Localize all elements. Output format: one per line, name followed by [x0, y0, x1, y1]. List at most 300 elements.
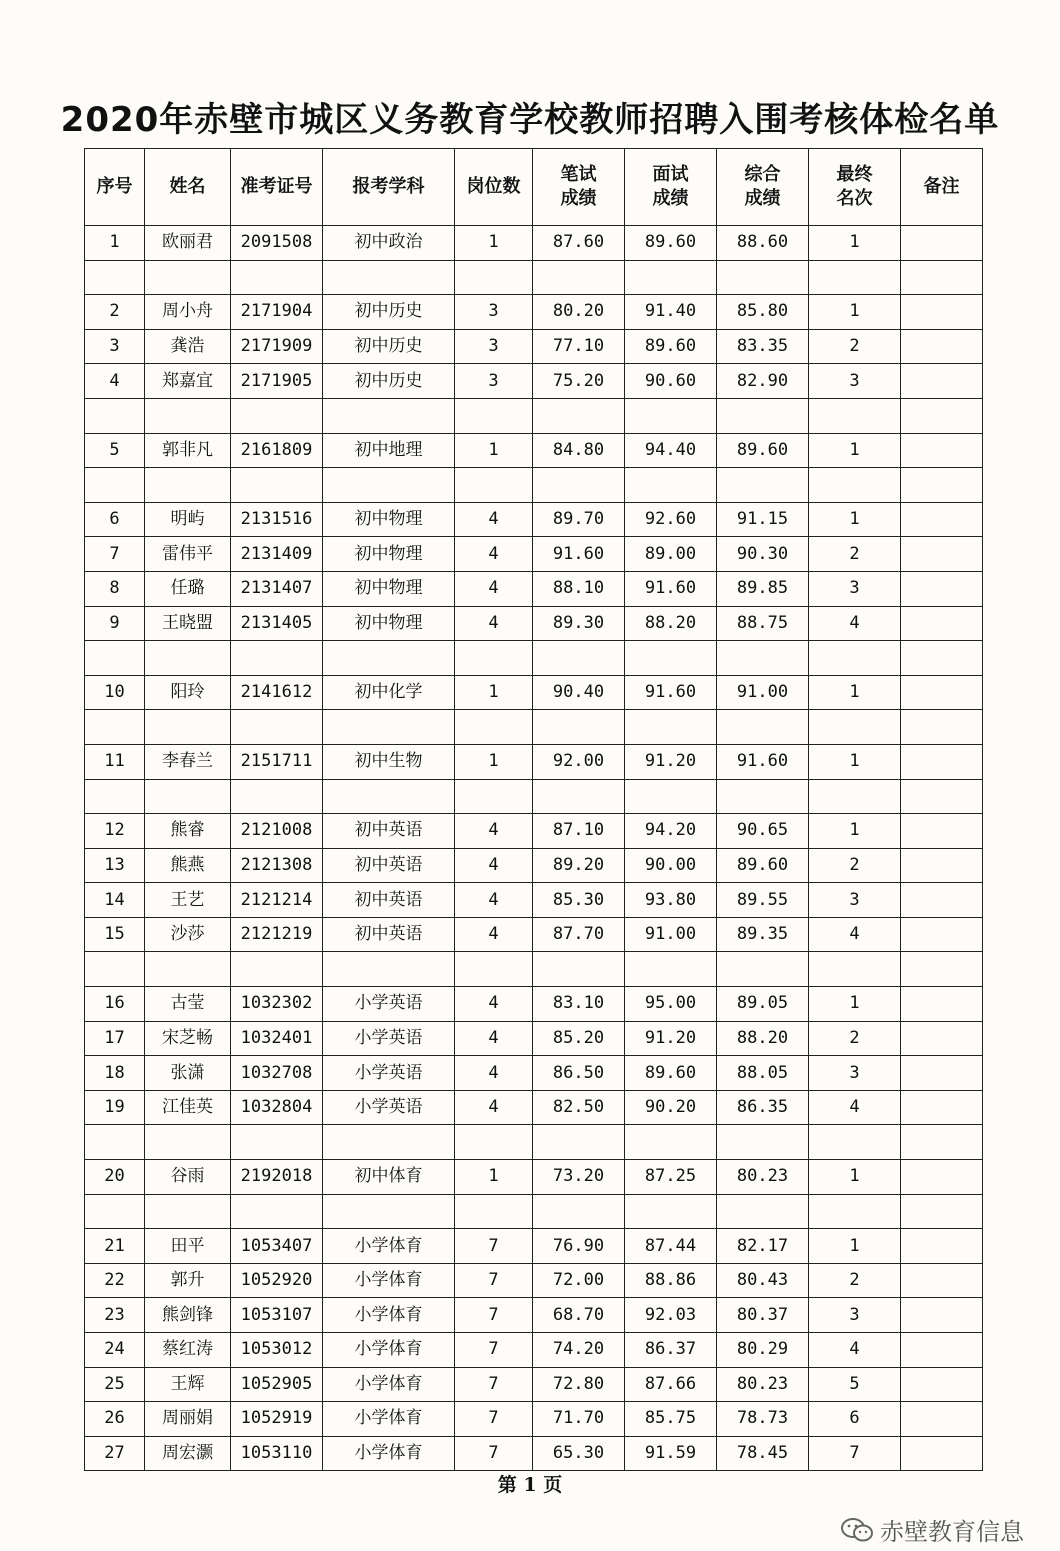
- table-row: [85, 1056, 983, 1091]
- cell-interview: 89.60: [625, 1056, 717, 1091]
- header-positions: 岗位数: [455, 149, 533, 226]
- empty-cell: [809, 468, 901, 503]
- cell-name: 李春兰: [145, 744, 231, 779]
- cell-positions: 7: [455, 1402, 533, 1437]
- empty-cell: [901, 260, 983, 295]
- cell-name: 江佳英: [145, 1090, 231, 1125]
- cell-positions: 7: [455, 1333, 533, 1368]
- cell-ticket: 2091508: [231, 226, 323, 261]
- empty-cell: [145, 641, 231, 676]
- cell-ticket: 1052920: [231, 1263, 323, 1298]
- table-row: [85, 1263, 983, 1298]
- cell-remark: [901, 1436, 983, 1471]
- cell-ticket: 2121214: [231, 883, 323, 918]
- cell-total: 88.20: [717, 1021, 809, 1056]
- table-row: [85, 571, 983, 606]
- empty-cell: [145, 1125, 231, 1160]
- cell-remark: [901, 1263, 983, 1298]
- empty-cell: [625, 260, 717, 295]
- cell-ticket: 2121008: [231, 814, 323, 849]
- cell-total: 88.05: [717, 1056, 809, 1091]
- empty-cell: [455, 1125, 533, 1160]
- empty-cell: [533, 1194, 625, 1229]
- cell-total: 82.17: [717, 1229, 809, 1264]
- cell-positions: 7: [455, 1436, 533, 1471]
- cell-rank: 3: [809, 1056, 901, 1091]
- cell-seq: 23: [85, 1298, 145, 1333]
- cell-ticket: 2141612: [231, 675, 323, 710]
- cell-interview: 91.59: [625, 1436, 717, 1471]
- cell-remark: [901, 571, 983, 606]
- cell-remark: [901, 848, 983, 883]
- empty-cell: [717, 1125, 809, 1160]
- cell-seq: 18: [85, 1056, 145, 1091]
- cell-positions: 7: [455, 1298, 533, 1333]
- empty-cell: [145, 710, 231, 745]
- cell-name: 古莹: [145, 987, 231, 1022]
- cell-subject: 初中英语: [323, 883, 455, 918]
- cell-remark: [901, 1056, 983, 1091]
- cell-ticket: 2131405: [231, 606, 323, 641]
- cell-subject: 初中物理: [323, 502, 455, 537]
- empty-cell: [231, 779, 323, 814]
- cell-seq: 1: [85, 226, 145, 261]
- empty-cell: [85, 710, 145, 745]
- spacer-row: [85, 710, 983, 745]
- empty-cell: [323, 1125, 455, 1160]
- empty-cell: [85, 398, 145, 433]
- empty-cell: [533, 641, 625, 676]
- cell-seq: 25: [85, 1367, 145, 1402]
- cell-seq: 13: [85, 848, 145, 883]
- cell-subject: 小学体育: [323, 1229, 455, 1264]
- cell-name: 周小舟: [145, 295, 231, 330]
- cell-name: 熊燕: [145, 848, 231, 883]
- cell-written: 88.10: [533, 571, 625, 606]
- cell-interview: 91.40: [625, 295, 717, 330]
- header-ticket: 准考证号: [231, 149, 323, 226]
- empty-cell: [455, 641, 533, 676]
- cell-positions: 4: [455, 883, 533, 918]
- cell-interview: 91.20: [625, 744, 717, 779]
- cell-ticket: 2171905: [231, 364, 323, 399]
- cell-ticket: 1032708: [231, 1056, 323, 1091]
- cell-remark: [901, 329, 983, 364]
- spacer-row: [85, 1125, 983, 1160]
- candidate-table: [84, 148, 983, 1471]
- cell-seq: 4: [85, 364, 145, 399]
- cell-interview: 89.60: [625, 226, 717, 261]
- cell-seq: 20: [85, 1160, 145, 1195]
- cell-positions: 4: [455, 917, 533, 952]
- cell-interview: 89.60: [625, 329, 717, 364]
- cell-remark: [901, 883, 983, 918]
- cell-remark: [901, 502, 983, 537]
- cell-ticket: 1032302: [231, 987, 323, 1022]
- empty-cell: [323, 710, 455, 745]
- cell-name: 蔡红涛: [145, 1333, 231, 1368]
- empty-cell: [145, 779, 231, 814]
- cell-positions: 1: [455, 675, 533, 710]
- cell-total: 89.55: [717, 883, 809, 918]
- cell-remark: [901, 675, 983, 710]
- cell-subject: 初中历史: [323, 329, 455, 364]
- cell-ticket: 1032401: [231, 1021, 323, 1056]
- cell-written: 74.20: [533, 1333, 625, 1368]
- cell-subject: 小学英语: [323, 987, 455, 1022]
- spacer-row: [85, 398, 983, 433]
- cell-subject: 小学体育: [323, 1367, 455, 1402]
- cell-remark: [901, 1160, 983, 1195]
- spacer-row: [85, 952, 983, 987]
- cell-subject: 初中历史: [323, 364, 455, 399]
- cell-subject: 初中地理: [323, 433, 455, 468]
- cell-rank: 2: [809, 537, 901, 572]
- empty-cell: [809, 952, 901, 987]
- cell-written: 89.20: [533, 848, 625, 883]
- empty-cell: [145, 398, 231, 433]
- header-subject: 报考学科: [323, 149, 455, 226]
- cell-rank: 5: [809, 1367, 901, 1402]
- cell-remark: [901, 1333, 983, 1368]
- empty-cell: [717, 398, 809, 433]
- cell-written: 89.70: [533, 502, 625, 537]
- cell-interview: 92.60: [625, 502, 717, 537]
- cell-ticket: 2161809: [231, 433, 323, 468]
- cell-remark: [901, 1090, 983, 1125]
- empty-cell: [323, 260, 455, 295]
- table-row: [85, 814, 983, 849]
- empty-cell: [717, 710, 809, 745]
- cell-seq: 24: [85, 1333, 145, 1368]
- empty-cell: [809, 260, 901, 295]
- watermark: [840, 1512, 1024, 1547]
- cell-name: 明屿: [145, 502, 231, 537]
- table-row: [85, 848, 983, 883]
- empty-cell: [901, 398, 983, 433]
- cell-positions: 4: [455, 1090, 533, 1125]
- cell-seq: 17: [85, 1021, 145, 1056]
- cell-written: 76.90: [533, 1229, 625, 1264]
- empty-cell: [901, 641, 983, 676]
- empty-cell: [533, 779, 625, 814]
- cell-total: 85.80: [717, 295, 809, 330]
- empty-cell: [455, 260, 533, 295]
- cell-interview: 87.25: [625, 1160, 717, 1195]
- cell-interview: 90.60: [625, 364, 717, 399]
- empty-cell: [145, 1194, 231, 1229]
- cell-rank: 1: [809, 1160, 901, 1195]
- cell-written: 90.40: [533, 675, 625, 710]
- table-row: [85, 987, 983, 1022]
- cell-remark: [901, 1298, 983, 1333]
- empty-cell: [231, 468, 323, 503]
- cell-rank: 4: [809, 1090, 901, 1125]
- empty-cell: [533, 952, 625, 987]
- cell-subject: 小学体育: [323, 1298, 455, 1333]
- cell-seq: 19: [85, 1090, 145, 1125]
- cell-positions: 4: [455, 1056, 533, 1091]
- cell-positions: 1: [455, 433, 533, 468]
- empty-cell: [231, 260, 323, 295]
- cell-name: 宋芝畅: [145, 1021, 231, 1056]
- empty-cell: [717, 260, 809, 295]
- cell-name: 欧丽君: [145, 226, 231, 261]
- cell-name: 周宏灏: [145, 1436, 231, 1471]
- cell-positions: 4: [455, 606, 533, 641]
- empty-cell: [455, 398, 533, 433]
- cell-total: 78.45: [717, 1436, 809, 1471]
- cell-rank: 1: [809, 987, 901, 1022]
- cell-name: 熊睿: [145, 814, 231, 849]
- cell-interview: 93.80: [625, 883, 717, 918]
- cell-ticket: 2121308: [231, 848, 323, 883]
- empty-cell: [231, 398, 323, 433]
- empty-cell: [455, 952, 533, 987]
- cell-rank: 1: [809, 502, 901, 537]
- table-row: [85, 1436, 983, 1471]
- cell-rank: 3: [809, 1298, 901, 1333]
- empty-cell: [901, 779, 983, 814]
- cell-rank: 3: [809, 364, 901, 399]
- table-row: [85, 1367, 983, 1402]
- empty-cell: [901, 1194, 983, 1229]
- cell-total: 82.90: [717, 364, 809, 399]
- spacer-row: [85, 468, 983, 503]
- empty-cell: [145, 260, 231, 295]
- cell-written: 87.60: [533, 226, 625, 261]
- cell-rank: 1: [809, 433, 901, 468]
- cell-total: 89.60: [717, 848, 809, 883]
- header-rank: 最终 名次: [809, 149, 901, 226]
- header-interview: 面试 成绩: [625, 149, 717, 226]
- table-row: [85, 606, 983, 641]
- cell-interview: 87.44: [625, 1229, 717, 1264]
- cell-remark: [901, 744, 983, 779]
- spacer-row: [85, 260, 983, 295]
- table-row: [85, 675, 983, 710]
- empty-cell: [533, 398, 625, 433]
- cell-name: 龚浩: [145, 329, 231, 364]
- cell-written: 73.20: [533, 1160, 625, 1195]
- cell-written: 82.50: [533, 1090, 625, 1125]
- empty-cell: [809, 710, 901, 745]
- cell-subject: 初中物理: [323, 606, 455, 641]
- cell-interview: 94.40: [625, 433, 717, 468]
- cell-interview: 94.20: [625, 814, 717, 849]
- cell-subject: 初中政治: [323, 226, 455, 261]
- cell-subject: 小学体育: [323, 1333, 455, 1368]
- cell-remark: [901, 226, 983, 261]
- empty-cell: [625, 641, 717, 676]
- cell-positions: 1: [455, 744, 533, 779]
- empty-cell: [323, 641, 455, 676]
- header-written: 笔试 成绩: [533, 149, 625, 226]
- cell-name: 阳玲: [145, 675, 231, 710]
- cell-total: 80.29: [717, 1333, 809, 1368]
- empty-cell: [901, 952, 983, 987]
- page-title: 2020年赤壁市城区义务教育学校教师招聘入围考核体检名单: [60, 100, 1000, 140]
- cell-name: 王晓盟: [145, 606, 231, 641]
- cell-written: 87.10: [533, 814, 625, 849]
- cell-ticket: 1052905: [231, 1367, 323, 1402]
- cell-interview: 90.20: [625, 1090, 717, 1125]
- cell-total: 89.05: [717, 987, 809, 1022]
- cell-positions: 4: [455, 987, 533, 1022]
- empty-cell: [455, 779, 533, 814]
- table-row: [85, 917, 983, 952]
- cell-remark: [901, 917, 983, 952]
- empty-cell: [901, 468, 983, 503]
- spacer-row: [85, 1194, 983, 1229]
- cell-name: 张潇: [145, 1056, 231, 1091]
- empty-cell: [323, 779, 455, 814]
- cell-positions: 7: [455, 1367, 533, 1402]
- empty-cell: [717, 641, 809, 676]
- cell-remark: [901, 1021, 983, 1056]
- cell-name: 郭非凡: [145, 433, 231, 468]
- cell-total: 91.00: [717, 675, 809, 710]
- cell-seq: 26: [85, 1402, 145, 1437]
- empty-cell: [231, 952, 323, 987]
- cell-rank: 2: [809, 329, 901, 364]
- empty-cell: [533, 468, 625, 503]
- cell-rank: 2: [809, 1263, 901, 1298]
- cell-rank: 4: [809, 917, 901, 952]
- cell-name: 任璐: [145, 571, 231, 606]
- empty-cell: [809, 1125, 901, 1160]
- empty-cell: [455, 468, 533, 503]
- cell-seq: 7: [85, 537, 145, 572]
- empty-cell: [323, 468, 455, 503]
- cell-written: 89.30: [533, 606, 625, 641]
- cell-ticket: 1032804: [231, 1090, 323, 1125]
- empty-cell: [717, 1194, 809, 1229]
- cell-seq: 15: [85, 917, 145, 952]
- cell-remark: [901, 295, 983, 330]
- cell-written: 72.00: [533, 1263, 625, 1298]
- cell-subject: 小学体育: [323, 1436, 455, 1471]
- table-row: [85, 295, 983, 330]
- cell-rank: 1: [809, 1229, 901, 1264]
- cell-written: 83.10: [533, 987, 625, 1022]
- cell-subject: 初中历史: [323, 295, 455, 330]
- empty-cell: [625, 398, 717, 433]
- cell-positions: 3: [455, 364, 533, 399]
- cell-total: 91.15: [717, 502, 809, 537]
- table-row: [85, 744, 983, 779]
- cell-seq: 8: [85, 571, 145, 606]
- cell-ticket: 2131409: [231, 537, 323, 572]
- cell-positions: 4: [455, 537, 533, 572]
- cell-ticket: 2131407: [231, 571, 323, 606]
- empty-cell: [231, 1125, 323, 1160]
- cell-rank: 7: [809, 1436, 901, 1471]
- cell-subject: 初中英语: [323, 814, 455, 849]
- cell-written: 84.80: [533, 433, 625, 468]
- cell-rank: 6: [809, 1402, 901, 1437]
- empty-cell: [323, 1194, 455, 1229]
- cell-seq: 9: [85, 606, 145, 641]
- cell-written: 72.80: [533, 1367, 625, 1402]
- cell-name: 熊剑锋: [145, 1298, 231, 1333]
- cell-seq: 2: [85, 295, 145, 330]
- cell-interview: 91.60: [625, 571, 717, 606]
- cell-positions: 3: [455, 295, 533, 330]
- cell-written: 68.70: [533, 1298, 625, 1333]
- cell-positions: 4: [455, 848, 533, 883]
- cell-positions: 7: [455, 1263, 533, 1298]
- cell-written: 91.60: [533, 537, 625, 572]
- cell-seq: 27: [85, 1436, 145, 1471]
- table-header-row: [85, 149, 983, 226]
- cell-ticket: 2171904: [231, 295, 323, 330]
- cell-written: 75.20: [533, 364, 625, 399]
- cell-rank: 1: [809, 814, 901, 849]
- cell-subject: 初中英语: [323, 848, 455, 883]
- cell-total: 83.35: [717, 329, 809, 364]
- cell-written: 65.30: [533, 1436, 625, 1471]
- cell-total: 86.35: [717, 1090, 809, 1125]
- cell-name: 田平: [145, 1229, 231, 1264]
- cell-name: 王辉: [145, 1367, 231, 1402]
- cell-interview: 86.37: [625, 1333, 717, 1368]
- table-row: [85, 1333, 983, 1368]
- cell-rank: 4: [809, 606, 901, 641]
- cell-written: 87.70: [533, 917, 625, 952]
- empty-cell: [231, 1194, 323, 1229]
- cell-rank: 3: [809, 571, 901, 606]
- empty-cell: [85, 260, 145, 295]
- cell-name: 周丽娟: [145, 1402, 231, 1437]
- table-row: [85, 1229, 983, 1264]
- header-name: 姓名: [145, 149, 231, 226]
- cell-remark: [901, 814, 983, 849]
- spacer-row: [85, 779, 983, 814]
- empty-cell: [809, 1194, 901, 1229]
- empty-cell: [625, 710, 717, 745]
- table-row: [85, 364, 983, 399]
- cell-remark: [901, 1367, 983, 1402]
- cell-subject: 初中化学: [323, 675, 455, 710]
- cell-rank: 1: [809, 226, 901, 261]
- cell-positions: 1: [455, 1160, 533, 1195]
- cell-interview: 90.00: [625, 848, 717, 883]
- cell-subject: 小学英语: [323, 1056, 455, 1091]
- empty-cell: [85, 1194, 145, 1229]
- cell-total: 90.30: [717, 537, 809, 572]
- cell-name: 沙莎: [145, 917, 231, 952]
- cell-seq: 21: [85, 1229, 145, 1264]
- cell-subject: 初中生物: [323, 744, 455, 779]
- cell-positions: 7: [455, 1229, 533, 1264]
- table-row: [85, 1160, 983, 1195]
- cell-interview: 89.00: [625, 537, 717, 572]
- cell-interview: 92.03: [625, 1298, 717, 1333]
- table-row: [85, 433, 983, 468]
- cell-ticket: 2131516: [231, 502, 323, 537]
- cell-seq: 12: [85, 814, 145, 849]
- cell-interview: 88.86: [625, 1263, 717, 1298]
- cell-written: 85.20: [533, 1021, 625, 1056]
- cell-ticket: 1052919: [231, 1402, 323, 1437]
- cell-interview: 91.20: [625, 1021, 717, 1056]
- empty-cell: [323, 952, 455, 987]
- cell-ticket: 1053012: [231, 1333, 323, 1368]
- cell-positions: 4: [455, 814, 533, 849]
- cell-ticket: 2192018: [231, 1160, 323, 1195]
- cell-name: 郭升: [145, 1263, 231, 1298]
